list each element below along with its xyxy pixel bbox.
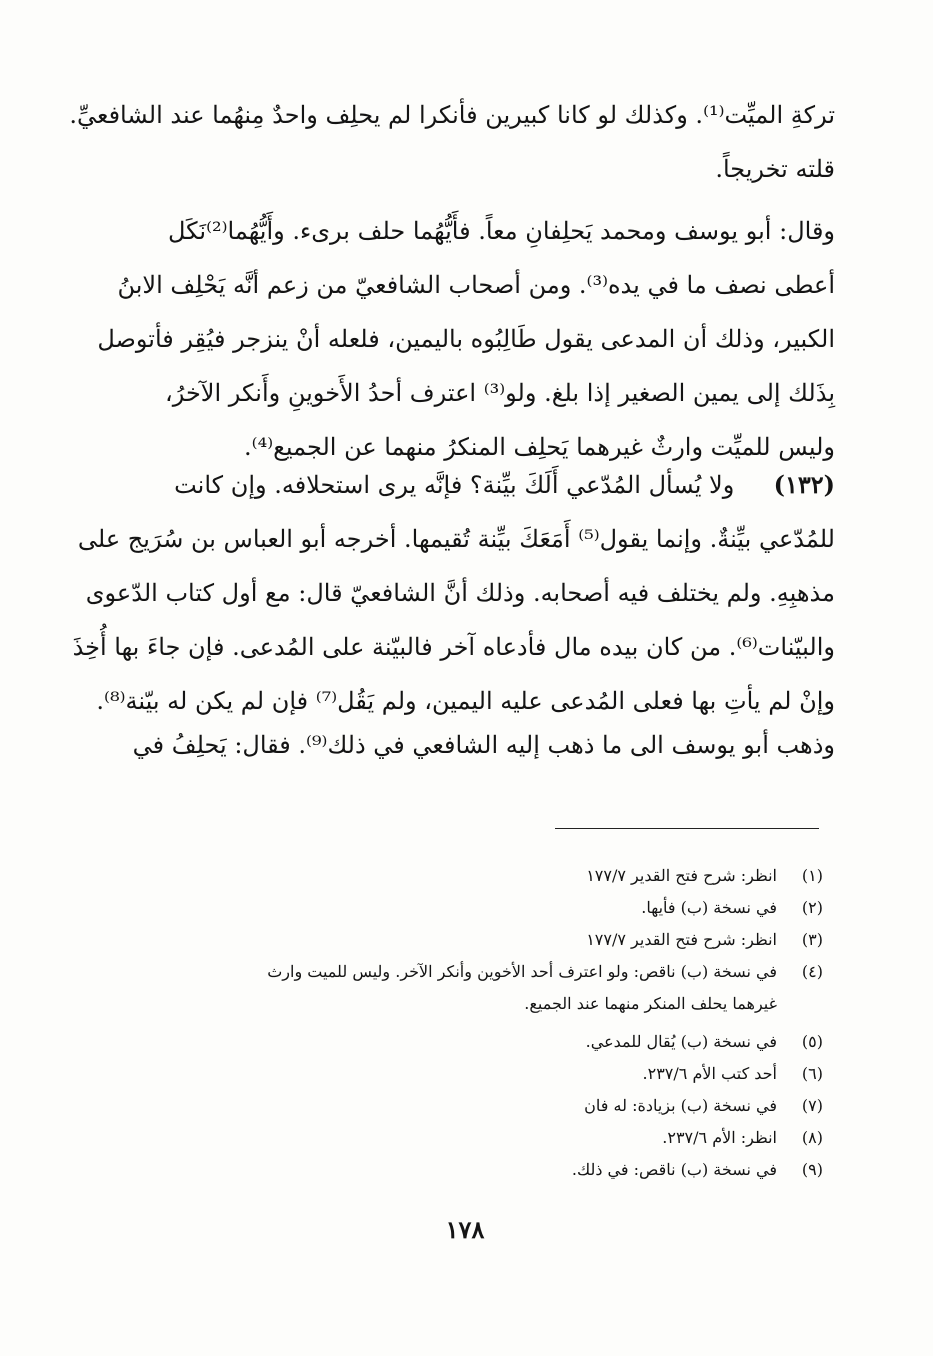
footnote-number: (٨)	[801, 1128, 823, 1147]
footnote-2	[641, 892, 823, 924]
footnote-continuation: غيرهما يحلف المنكر منهما عند الجميع.	[524, 994, 777, 1013]
text-line: أعطى نصف ما في يده⁽³⁾. ومن أصحاب الشافعيّ من زعم أنَّه يَحْلِف الابنُ	[117, 271, 835, 299]
footnote-number: (٦)	[801, 1064, 823, 1083]
paragraph-3	[72, 458, 835, 728]
footnote-3	[586, 924, 823, 956]
footnote-text: في نسخة (ب) ناقص: في ذلك.	[571, 1160, 777, 1179]
paragraph-2	[97, 204, 835, 474]
footnote-separator	[555, 828, 819, 829]
footnote-text: انظر: شرح فتح القدير ١٧٧/٧	[586, 866, 777, 885]
footnote-text: أحد كتب الأم ٢٣٧/٦.	[642, 1064, 777, 1083]
footnote-number: (٢)	[801, 898, 823, 917]
footnote-1	[586, 860, 823, 892]
page-number: ١٧٨	[445, 1215, 485, 1244]
text-line: الكبير، وذلك أن المدعى يقول طَالِبُوه باليمين، فلعله أنْ ينزجر فيُقِر فأتوصل	[97, 325, 835, 353]
footnote-text: انظر: شرح فتح القدير ١٧٧/٧	[586, 930, 777, 949]
footnote-6	[643, 1058, 823, 1090]
footnote-text: في نسخة (ب) ناقص: ولو اعترف أحد الأخوين وأنكر الآخر. وليس للميت وارث	[267, 962, 777, 981]
text-line: تركةِ الميِّت⁽¹⁾. وكذلك لو كانا كبيرين فأنكرا لم يحلِف واحدٌ مِنهُما عند الشافعيِّ.	[69, 101, 835, 129]
text-line: وذهب أبو يوسف الى ما ذهب إليه الشافعي في ذلك⁽⁹⁾. فقال: يَحلِفُ في	[132, 731, 835, 759]
footnote-5	[586, 1026, 823, 1058]
text-line: وقال: أبو يوسف ومحمد يَحلِفانِ معاً. فأَيُّهُما حلف برىء. وأَيُّهُما⁽²⁾نَكَل	[168, 217, 835, 245]
footnote-number: (٣)	[801, 930, 823, 949]
text-line: بِذَلك إلى يمين الصغير إذا بلغ. ولو⁽³⁾ اعترف أحدُ الأَخوينِ وأَنكر الآخرُ،	[164, 379, 835, 407]
text-line: وليس للميِّت وارثٌ غيرهما يَحلِف المنكرُ منهما عن الجميع⁽⁴⁾.	[244, 433, 835, 461]
text-line: وإنْ لم يأتِ بها فعلى المُدعى عليه اليمين، ولم يَقُل⁽⁷⁾ فإن لم يكن له بيّنة⁽⁸⁾.	[96, 687, 835, 715]
footnote-number: (٩)	[801, 1160, 823, 1179]
footnote-number: (١)	[801, 866, 823, 885]
section-number: (١٣٢)	[773, 470, 835, 499]
footnote-8	[662, 1122, 823, 1154]
text-segment: ولا يُسأل المُدّعي أَلَكَ بيِّنة؟ فإنَّه يرى استحلافه. وإن كانت	[174, 471, 735, 499]
text-line: والبيّنات⁽⁶⁾. من كان بيده مال فأدعاه آخر فالبيّنة على المُدعى. فإن جاءَ بها أُخِذَ	[72, 633, 835, 661]
footnote-number: (٧)	[801, 1096, 823, 1115]
footnote-text: انظر: الأم ٢٣٧/٦.	[662, 1128, 777, 1147]
text-line: قلته تخريجاً.	[715, 155, 835, 183]
footnote-text: في نسخة (ب) يُقال للمدعي.	[585, 1032, 777, 1051]
footnote-7	[584, 1090, 823, 1122]
footnote-number: (٤)	[801, 962, 823, 981]
footnote-text: في نسخة (ب) بزيادة: له فان	[584, 1096, 777, 1115]
text-line: مذهبِهِ. ولم يختلف فيه أصحابه. وذلك أنَّ الشافعيّ قال: مع أول كتاب الدّعوى	[85, 579, 835, 607]
footnote-text: في نسخة (ب) فأيها.	[641, 898, 777, 917]
paragraph-4	[123, 718, 835, 772]
footnote-9	[572, 1154, 823, 1186]
text-line	[123, 458, 835, 512]
footnote-4	[267, 956, 823, 1020]
text-line: للمُدّعي بيِّنةٌ. وإنما يقول⁽⁵⁾ أَمَعَكَ بيِّنة تُقيمها. أخرجه أبو العباس بن سُرَيج على	[77, 525, 835, 553]
footnote-number: (٥)	[801, 1032, 823, 1051]
paragraph-1	[69, 88, 835, 196]
